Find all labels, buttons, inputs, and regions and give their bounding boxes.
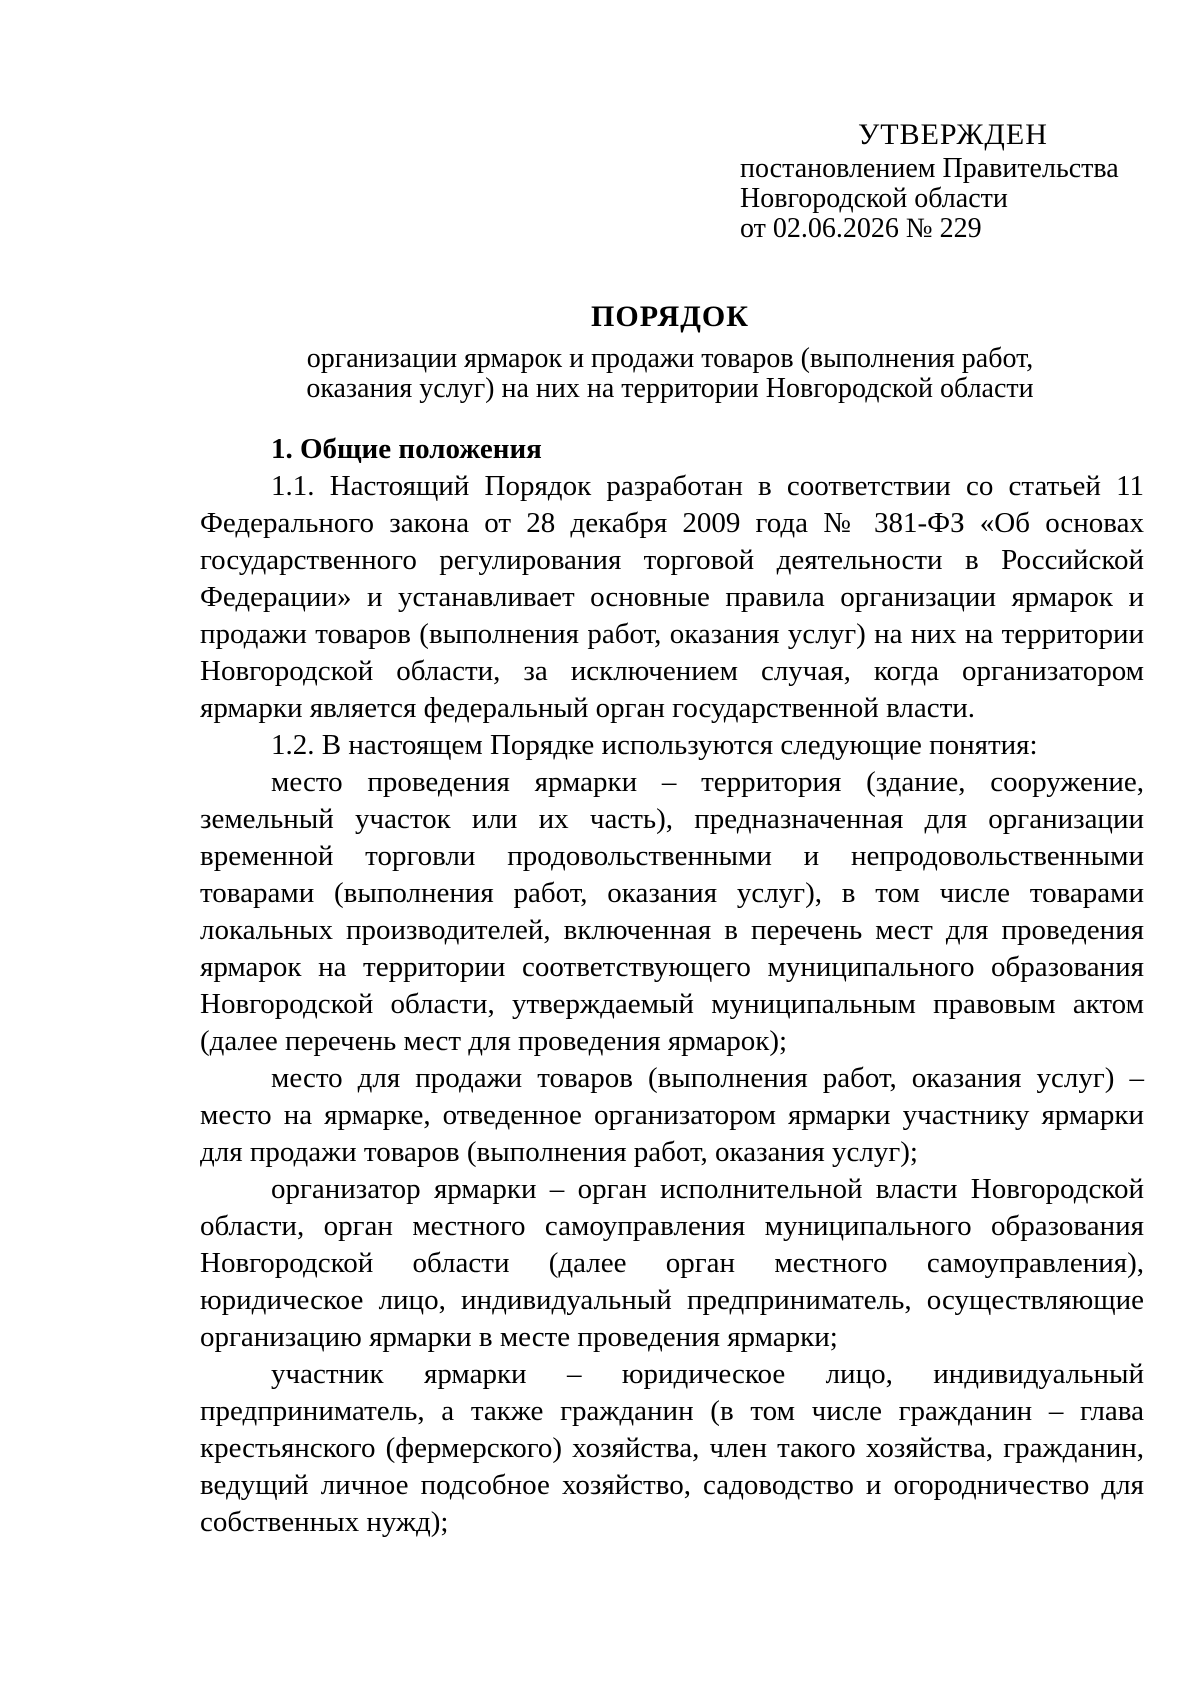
approval-title: УТВЕРЖДЕН [858, 118, 1048, 151]
definition-fair-venue: место проведения ярмарки – территория (здание, сооружение, земельный участок или их часть), предназначенная для организации временной торговли продовольственными и непродовольственными товарами (выполнения работ, оказания услуг), в том числе товарами локальных производителей, включенная в перечень мест для проведения ярмарок на территории соответствующего муниципального образования Новгородской области, утверждаемый муниципальным правовым актом (далее перечень мест для проведения ярмарок); [200, 766, 1144, 1057]
approval-line-1: постановлением Правительства [740, 153, 1119, 184]
document-subtitle-line-2: оказания услуг) на них на территории Новгородской области [306, 373, 1034, 404]
definition-fair-organizer: организатор ярмарки – орган исполнительной власти Новгородской области, орган местного самоуправления муниципального образования Новгородской области (далее орган местного самоуправления), юридическое лицо, индивидуальный предприниматель, осуществляющие организацию ярмарки в месте проведения ярмарки; [200, 1173, 1144, 1353]
section-heading: 1. Общие положения [271, 433, 542, 465]
paragraph-1-1: 1.1. Настоящий Порядок разработан в соответствии со статьей 11 Федерального закона от 28 декабря 2009 года № 381-ФЗ «Об основах государственного регулирования торговой деятельности в Российской Федерации» и устанавливает основные правила организации ярмарок и продажи товаров (выполнения работ, оказания услуг) на них на территории Новгородской области, за исключением случая, когда организатором ярмарки является федеральный орган государственной власти. [200, 470, 1144, 724]
paragraph-1-2: 1.2. В настоящем Порядке используются следующие понятия: [271, 729, 1038, 761]
document-title: ПОРЯДОК [591, 300, 749, 333]
section-body [200, 468, 1144, 1541]
approval-line-3: от 02.06.2026 № 229 [740, 213, 982, 244]
definition-fair-participant: участник ярмарки – юридическое лицо, индивидуальный предприниматель, а также гражданин (в том числе гражданин – глава крестьянского (фермерского) хозяйства, член такого хозяйства, гражданин, ведущий личное подсобное хозяйство, садоводство и огородничество для собственных нужд); [200, 1358, 1144, 1538]
definition-sales-place: место для продажи товаров (выполнения работ, оказания услуг) – место на ярмарке, отведенное организатором ярмарки участнику ярмарки для продажи товаров (выполнения работ, оказания услуг); [200, 1062, 1144, 1168]
approval-line-2: Новгородской области [740, 183, 1008, 214]
document-subtitle-line-1: организации ярмарок и продажи товаров (выполнения работ, [306, 343, 1034, 374]
